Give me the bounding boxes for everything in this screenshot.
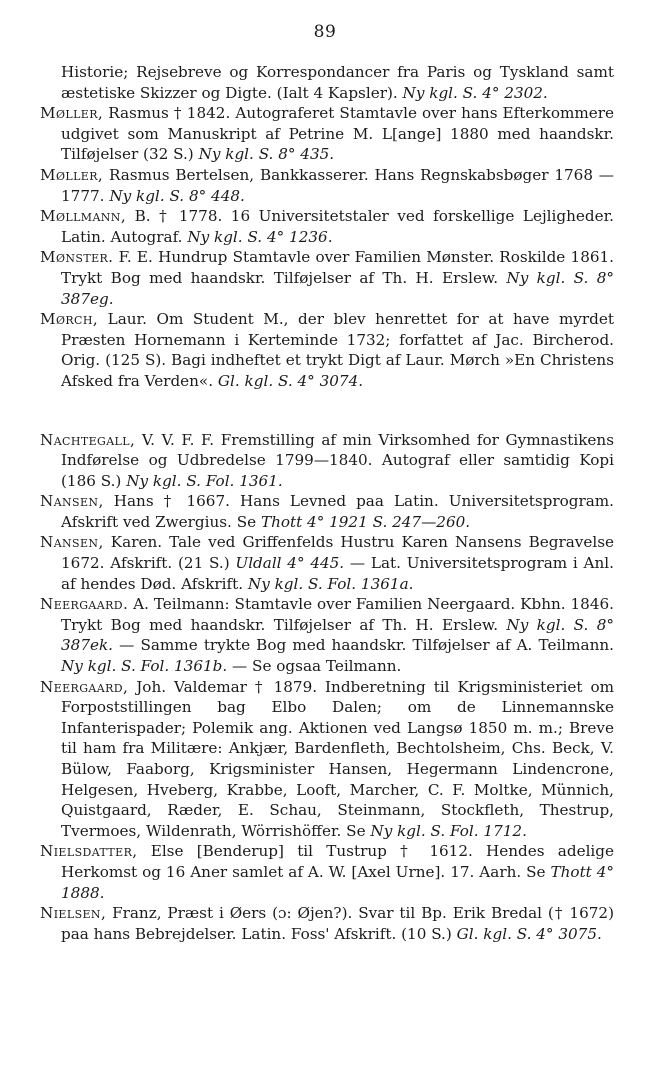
catalog-entry-morch xyxy=(40,309,614,391)
entry-text: F. E. Hundrup Stamtavle over Familien Mønster. Roskilde 1861. Trykt Bog med haandskr. Tilføjelser af Th. H. Erslew. xyxy=(61,248,615,287)
entry-text: Rasmus Bertelsen, Bankkasserer. Hans Regnskabsbøger 1768 —1777. xyxy=(61,165,614,205)
catalog-entry-nachtegall xyxy=(40,430,614,492)
entry-reference: Uldall 4° 445. xyxy=(235,554,345,573)
catalog-content xyxy=(40,62,614,944)
entry-reference: Ny kgl. S. 8° 387eg. xyxy=(61,268,614,308)
entry-reference: Ny kgl. S. 8° 448. xyxy=(109,186,245,205)
entry-reference: Ny kgl. S. 8° 387ek. xyxy=(61,615,614,655)
entry-text-continued: — Samme trykte Bog med haandskr. Tilføjelser af A. Teilmann. xyxy=(119,636,615,655)
entry-reference: Ny kgl. S. Fol. 1712. xyxy=(370,821,527,840)
entry-name: Nielsen, xyxy=(40,904,107,923)
entry-text-continued: — Lat. Universitetsprogram i Anl. af hendes Død. Afskrift. xyxy=(61,554,614,593)
catalog-entry-neergaard-a xyxy=(40,594,614,676)
entry-reference: Thott 4° 1888. xyxy=(61,862,614,902)
entry-name: Mørch, xyxy=(40,310,99,329)
entry-reference: Thott 4° 1921 S. 247—260. xyxy=(260,512,471,531)
catalog-entry-continued xyxy=(40,62,614,103)
entry-name: Møller, xyxy=(40,165,104,184)
catalog-entry-neergaard-joh xyxy=(40,677,614,842)
entry-text: Else [Benderup] til Tustrup † 1612. Hendes adelige Herkomst og 16 Aner samlet af A. W. [Axel Urne]. 17. Aarh. Se xyxy=(61,842,614,881)
catalog-entry-nansen-karen xyxy=(40,532,614,594)
entry-name: Møllmann, xyxy=(40,207,127,226)
catalog-entry-nielsen xyxy=(40,903,614,944)
entry-text: Historie; Rejsebreve og Korrespondancer fra Paris og Tyskland samt æstetiske Skizzer og Digte. (Ialt 4 Kapsler). xyxy=(61,63,614,102)
page-number: 89 xyxy=(313,22,337,42)
entry-text: A. Teilmann: Stamtavle over Familien Neergaard. Kbhn. 1846. Trykt Bog med haandskr. Tilføjelser af Th. H. Erslew. xyxy=(61,595,614,634)
entry-reference: Ny kgl. S. 8° 435. xyxy=(198,145,335,164)
section-divider xyxy=(40,392,614,430)
entry-reference: Ny kgl. S. Fol. 1361. xyxy=(126,471,283,490)
catalog-entry-nielsdatter xyxy=(40,841,614,903)
catalog-entry-moller-bertelsen xyxy=(40,165,614,206)
entry-text: Hans † 1667. Hans Levned paa Latin. Universitetsprogram. Afskrift ved Zwergius. Se xyxy=(61,492,614,531)
catalog-entry-moller-rasmus xyxy=(40,103,614,165)
entry-name: Nansen, xyxy=(40,533,104,552)
entry-name: Nachtegall, xyxy=(40,430,136,449)
entry-reference: Gl. kgl. S. 4° 3075. xyxy=(456,924,602,943)
entry-reference-second: Ny kgl. S. Fol. 1361a. xyxy=(247,574,414,593)
entry-reference: Ny kgl. S. 4° 1236. xyxy=(187,227,333,246)
entry-name: Mønster. xyxy=(40,248,114,267)
entry-text: Laur. Om Student M., der blev henrettet for at have myrdet Præsten Hornemann i Kerteminde 1732; forfattet af Jac. Bircherod. Orig. (125 S). Bagi indheftet et trykt Digt af Laur. Mørch »En Christens Afsked fra Verden«. xyxy=(61,310,614,390)
catalog-entry-monster xyxy=(40,247,614,309)
entry-reference-second: Ny kgl. S. Fol. 1361b. xyxy=(61,657,228,676)
entry-text: Joh. Valdemar † 1879. Indberetning til Krigsministeriet om Forpoststillingen bag Elbo Dalen; om de Linnemannske Infanterispader; Polemik ang. Aktionen ved Langsø 1850 m. m.; Breve til ham fra Militære: Ankjær, Bardenfleth, Bechtolsheim, Chs. Beck, V. Bülow, Faaborg, Krigsminister Hansen, Hegermann Lindencrone, Helgesen, Hveberg, Krabbe, Looft, Marcher, C. F. Moltke, Münnich, Quistgaard, Ræder, E. Schau, Steinmann, Stockfleth, Thestrup, Tvermoes, Wildenrath, Wörrishöffer. Se xyxy=(61,677,614,840)
entry-reference: Gl. kgl. S. 4° 3074. xyxy=(217,371,364,390)
entry-text: Rasmus † 1842. Autograferet Stamtavle over hans Efterkommere udgivet som Manuskript af Petrine M. L[ange] 1880 med haandskr. Tilføjelser (32 S.) xyxy=(61,104,615,164)
catalog-entry-mollmann xyxy=(40,206,614,247)
entry-name: Neergaard, xyxy=(40,677,129,696)
entry-text: V. V. F. F. Fremstilling af min Virksomhed for Gymnastikens Indførelse og Udbredelse 1799—1840. Autograf eller samtidig Kopi (186 S.) xyxy=(61,430,615,490)
entry-text: Franz, Præst i Øers (ɔ: Øjen?). Svar til Bp. Erik Bredal († 1672) paa hans Bebrejdelser. Latin. Foss' Afskrift. (10 S.) xyxy=(61,904,614,943)
entry-name: Nansen, xyxy=(40,492,104,511)
entry-name: Møller, xyxy=(40,104,104,123)
entry-text: Karen. Tale ved Griffenfelds Hustru Karen Nansens Begravelse 1672. Afskrift. (21 S.) xyxy=(61,533,614,573)
entry-text-tail: — Se ogsaa Teilmann. xyxy=(232,657,402,676)
catalog-entry-nansen-hans xyxy=(40,491,614,532)
entry-reference: Ny kgl. S. 4° 2302. xyxy=(402,83,548,102)
entry-text: B. † 1778. 16 Universitetstaler ved forskellige Lejligheder. Latin. Autograf. xyxy=(61,207,614,246)
entry-name: Neergaard. xyxy=(40,595,129,614)
entry-name: Nielsdatter, xyxy=(40,842,138,861)
